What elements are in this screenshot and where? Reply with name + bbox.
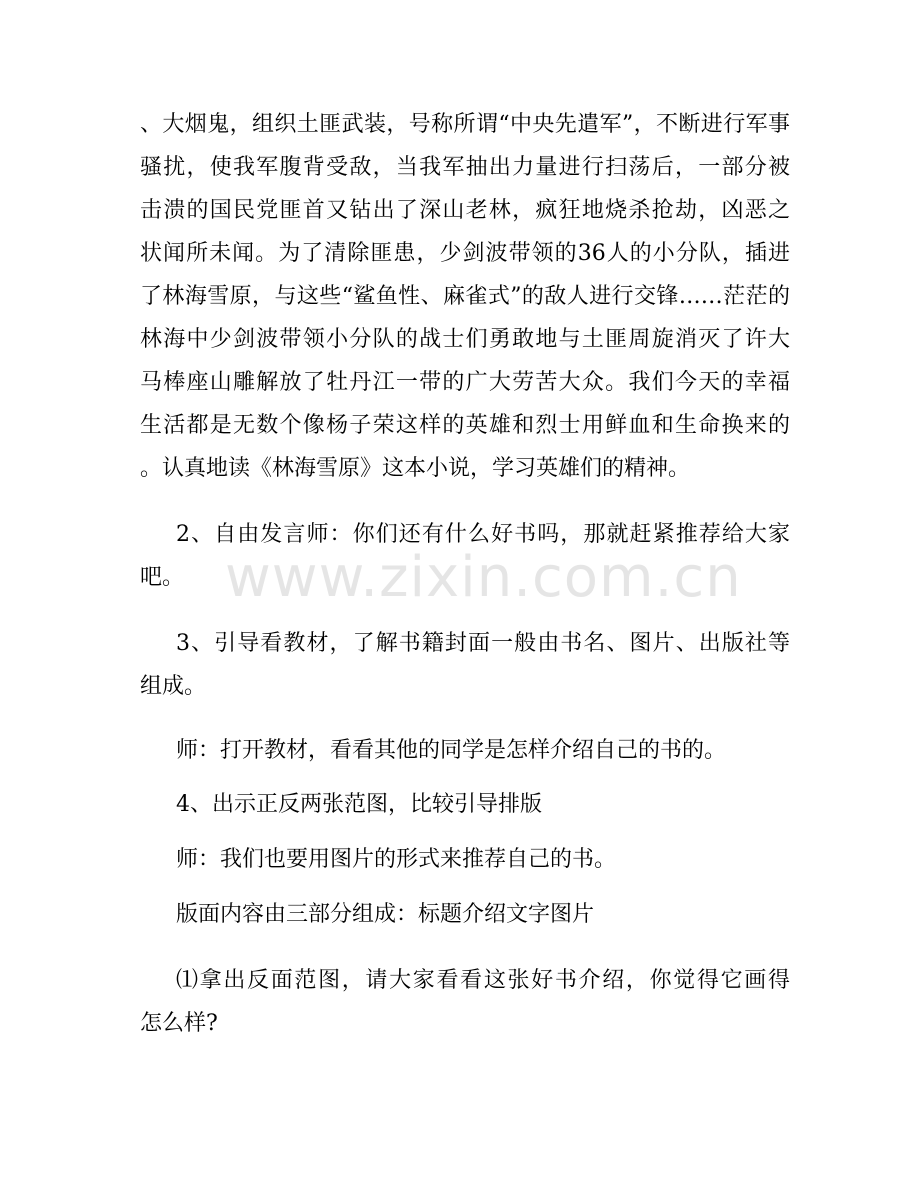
sub-item-1-line-1: ⑴拿出反面范图，请大家看看这张好书介绍，你觉得它画得 [176,968,790,993]
paragraph-line: 了林海雪原，与这些“鲨鱼性、麻雀式”的敌人进行交锋……茫茫的 [140,284,790,309]
teacher-line-2: 师：我们也要用图片的形式来推荐自己的书。 [176,847,617,872]
item-3-line-2: 组成。 [140,674,207,699]
paragraph-line: 林海中少剑波带领小分队的战士们勇敢地与土匪周旋消灭了许大 [140,327,790,352]
item-2-line-2: 吧。 [140,565,185,590]
item-4-line: 4、出示正反两张范图，比较引导排版 [176,792,542,817]
sub-item-1-line-2: 怎么样? [140,1011,218,1036]
paragraph-line: 马棒座山雕解放了牡丹江一带的广大劳苦大众。我们今天的幸福 [140,370,790,395]
teacher-line-1: 师：打开教材，看看其他的同学是怎样介绍自己的书的。 [176,738,727,763]
paragraph-line: 击溃的国民党匪首又钻出了深山老林，疯狂地烧杀抢劫，凶恶之 [140,198,790,223]
paragraph-line: 状闻所未闻。为了清除匪患，少剑波带领的36人的小分队，插进 [140,241,790,266]
layout-note-line: 版面内容由三部分组成：标题介绍文字图片 [176,902,595,927]
watermark-text: www.zixin.com.cn [225,545,742,610]
paragraph-line: 。认真地读《林海雪原》这本小说，学习英雄们的精神。 [140,456,691,481]
item-2-line-1: 2、自由发言师：你们还有什么好书吗，那就赶紧推荐给大家 [176,522,790,547]
paragraph-line: 骚扰，使我军腹背受敌，当我军抽出力量进行扫荡后，一部分被 [140,155,790,180]
paragraph-line: 生活都是无数个像杨子荣这样的英雄和烈士用鲜血和生命换来的 [140,413,790,438]
paragraph-line: 、大烟鬼，组织土匪武装，号称所谓“中央先遣军”，不断进行军事 [140,112,790,137]
item-3-line-1: 3、引导看教材，了解书籍封面一般由书名、图片、出版社等 [176,631,790,656]
